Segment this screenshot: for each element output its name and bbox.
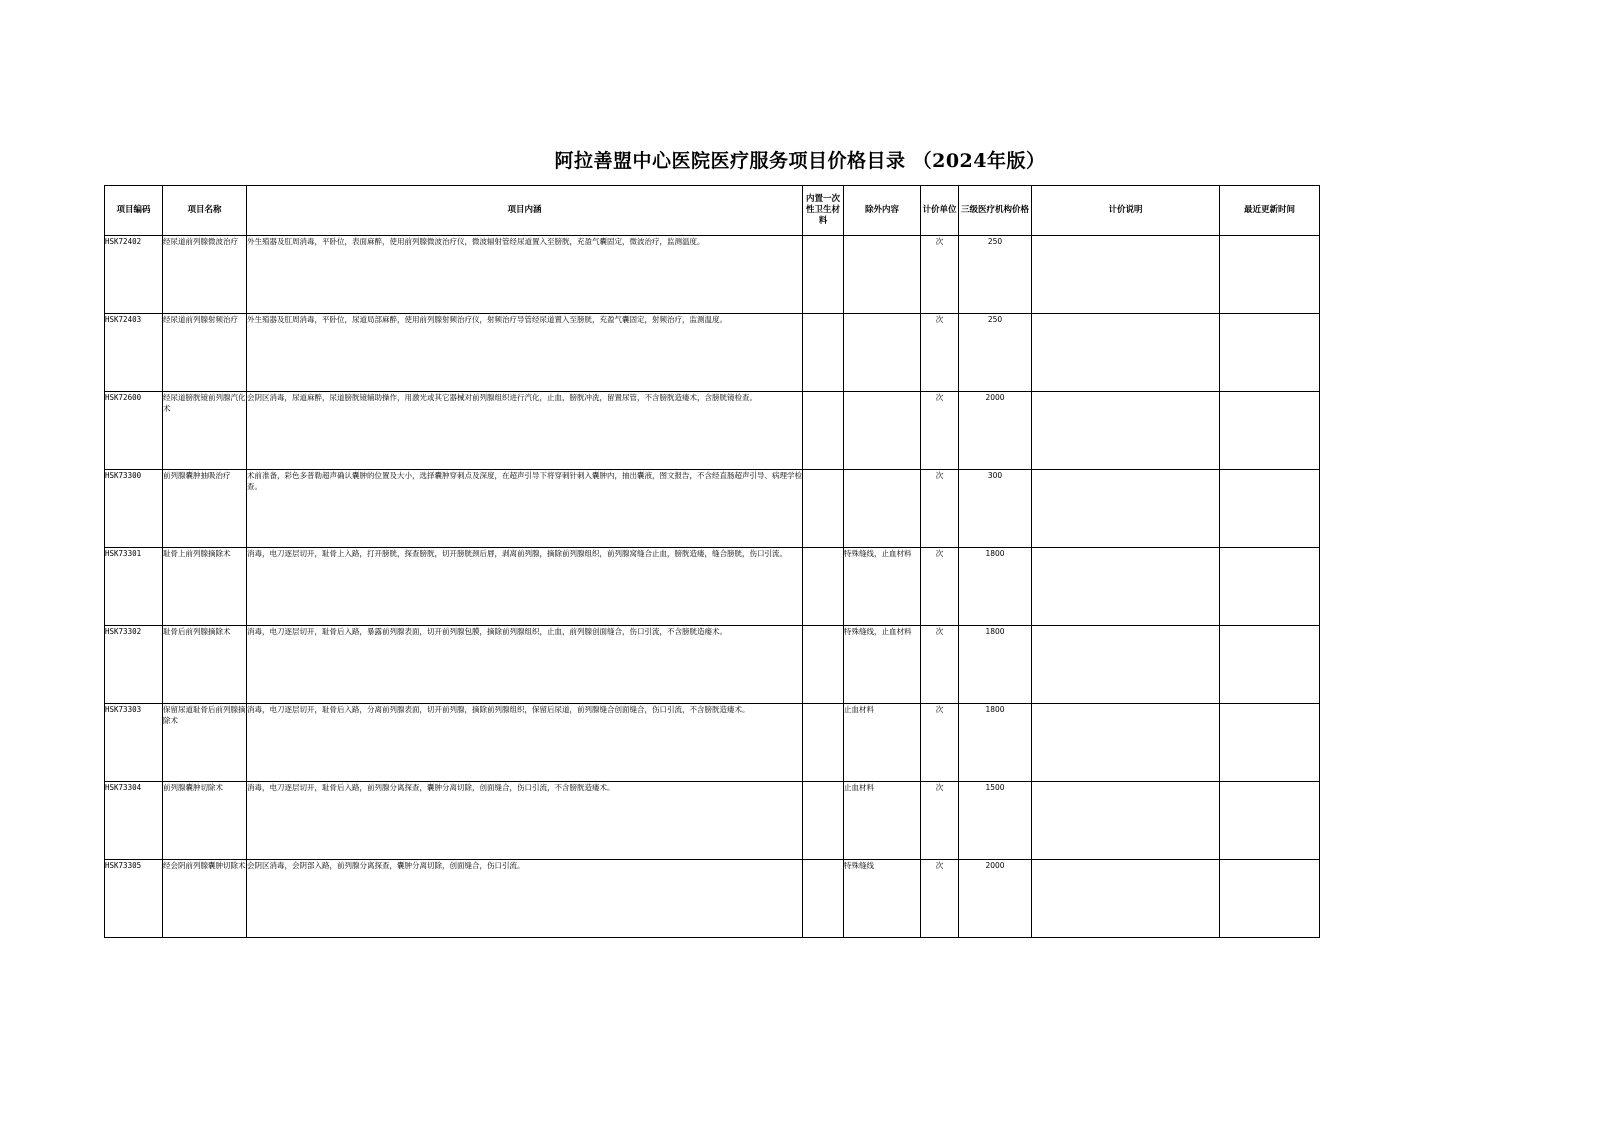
cell-name: 经尿道膀胱镜前列腺汽化术 [163,392,247,470]
cell-updated [1220,392,1320,470]
cell-unit: 次 [921,548,959,626]
cell-exclusion: 特殊缝线，止血材料 [844,548,921,626]
cell-unit: 次 [921,392,959,470]
cell-note [1032,470,1220,548]
header-unit: 计价单位 [921,186,959,236]
cell-material [803,470,844,548]
cell-code: HSK73305 [105,860,163,938]
cell-unit: 次 [921,314,959,392]
cell-material [803,860,844,938]
cell-code: HSK73301 [105,548,163,626]
cell-price: 2000 [959,392,1032,470]
header-content: 项目内涵 [247,186,803,236]
cell-unit: 次 [921,470,959,548]
cell-exclusion: 止血材料 [844,782,921,860]
cell-price: 1500 [959,782,1032,860]
cell-exclusion: 特殊缝线 [844,860,921,938]
table-row [105,782,1320,860]
cell-content: 术前准备，彩色多普勒超声确认囊肿的位置及大小，选择囊肿穿刺点及深度，在超声引导下将穿刺针刺入囊肿内，抽出囊液，图文报告，不含经直肠超声引导、病理学检查。 [247,470,803,548]
cell-exclusion [844,314,921,392]
header-name: 项目名称 [163,186,247,236]
cell-name: 经尿道前列腺微波治疗 [163,236,247,314]
table-row [105,314,1320,392]
table-row [105,392,1320,470]
cell-price: 300 [959,470,1032,548]
cell-updated [1220,470,1320,548]
cell-name: 保留尿道耻骨后前列腺摘除术 [163,704,247,782]
cell-unit: 次 [921,626,959,704]
page-title: 阿拉善盟中心医院医疗服务项目价格目录 （2024年版） [554,150,1046,172]
cell-content: 消毒，电刀逐层切开，耻骨后入路，前列腺分离探查，囊肿分离切除，创面缝合，伤口引流，不含膀胱造瘘术。 [247,782,803,860]
table-row [105,860,1320,938]
cell-note [1032,626,1220,704]
cell-exclusion: 止血材料 [844,704,921,782]
cell-price: 250 [959,314,1032,392]
table-row [105,548,1320,626]
cell-unit: 次 [921,782,959,860]
cell-code: HSK72403 [105,314,163,392]
cell-updated [1220,626,1320,704]
cell-note [1032,704,1220,782]
cell-content: 消毒，电刀逐层切开，耻骨上入路，打开膀胱，探查膀胱，切开膀胱颈后唇，剥离前列腺，摘除前列腺组织，前列腺窝缝合止血，膀胱造瘘，缝合膀胱，伤口引流。 [247,548,803,626]
cell-code: HSK73304 [105,782,163,860]
cell-code: HSK73302 [105,626,163,704]
cell-name: 经会阴前列腺囊肿切除术 [163,860,247,938]
cell-content: 外生殖器及肛周消毒，平卧位，表面麻醉，使用前列腺微波治疗仪，微波辐射管经尿道置入至膀胱，充盈气囊固定，微波治疗，监测温度。 [247,236,803,314]
cell-name: 耻骨上前列腺摘除术 [163,548,247,626]
cell-note [1032,782,1220,860]
table-body [105,236,1320,938]
header-row [105,186,1320,236]
cell-exclusion [844,392,921,470]
header-code: 项目编码 [105,186,163,236]
cell-code: HSK72402 [105,236,163,314]
cell-note [1032,314,1220,392]
cell-updated [1220,236,1320,314]
cell-note [1032,392,1220,470]
cell-updated [1220,314,1320,392]
cell-updated [1220,704,1320,782]
cell-unit: 次 [921,860,959,938]
cell-code: HSK73303 [105,704,163,782]
cell-exclusion: 特殊缝线，止血材料 [844,626,921,704]
cell-name: 前列腺囊肿抽吸治疗 [163,470,247,548]
cell-price: 1800 [959,704,1032,782]
cell-note [1032,236,1220,314]
table-row [105,626,1320,704]
cell-name: 前列腺囊肿切除术 [163,782,247,860]
cell-material [803,782,844,860]
header-exclusion: 除外内容 [844,186,921,236]
cell-content: 会阴区消毒，会阴部入路，前列腺分离探查，囊肿分离切除，创面缝合，伤口引流。 [247,860,803,938]
cell-content: 外生殖器及肛周消毒，平卧位，尿道局部麻醉，使用前列腺射频治疗仪，射频治疗导管经尿道置入至膀胱，充盈气囊固定，射频治疗，监测温度。 [247,314,803,392]
cell-exclusion [844,236,921,314]
cell-updated [1220,782,1320,860]
cell-material [803,392,844,470]
cell-exclusion [844,470,921,548]
cell-note [1032,548,1220,626]
cell-price: 1800 [959,548,1032,626]
cell-code: HSK73300 [105,470,163,548]
cell-content: 消毒，电刀逐层切开，耻骨后入路，暴露前列腺表面，切开前列腺包膜，摘除前列腺组织，止血，前列腺创面缝合，伤口引流，不含膀胱造瘘术。 [247,626,803,704]
table-row [105,704,1320,782]
cell-content: 会阴区消毒，尿道麻醉，尿道膀胱镜辅助操作，用激光或其它器械对前列腺组织进行汽化，止血，膀胱冲洗，留置尿管，不含膀胱造瘘术，含膀胱镜检查。 [247,392,803,470]
cell-code: HSK72600 [105,392,163,470]
header-updated: 最近更新时间 [1220,186,1320,236]
cell-name: 经尿道前列腺射频治疗 [163,314,247,392]
price-table [104,185,1320,938]
cell-price: 2000 [959,860,1032,938]
table-row [105,236,1320,314]
cell-content: 消毒，电刀逐层切开，耻骨后入路，分离前列腺表面，切开前列腺，摘除前列腺组织，保留后尿道，前列腺缝合创面缝合，伤口引流，不含膀胱造瘘术。 [247,704,803,782]
header-price: 三级医疗机构价格 [959,186,1032,236]
cell-unit: 次 [921,704,959,782]
cell-material [803,704,844,782]
header-note: 计价说明 [1032,186,1220,236]
table-row [105,470,1320,548]
cell-price: 1800 [959,626,1032,704]
cell-material [803,236,844,314]
cell-updated [1220,548,1320,626]
cell-unit: 次 [921,236,959,314]
cell-material [803,548,844,626]
cell-updated [1220,860,1320,938]
cell-note [1032,860,1220,938]
header-material: 内置一次性卫生材料 [803,186,844,236]
cell-price: 250 [959,236,1032,314]
cell-material [803,626,844,704]
cell-material [803,314,844,392]
cell-name: 耻骨后前列腺摘除术 [163,626,247,704]
